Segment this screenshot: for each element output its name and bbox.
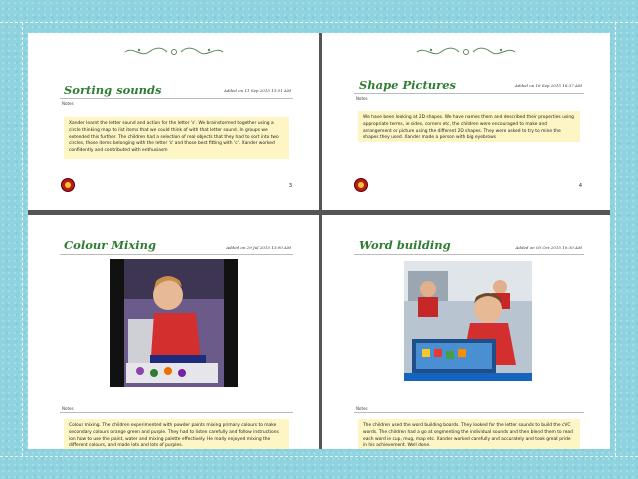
note-text: Colour mixing. The children experimented with powder paints mixing primary colours to make secondary colours orange green and purple. They had to listen carefully and follow instructions ion how to use the paint, water and mixing palette effectively. He really enjoyed mixing the different colours, and made lots and lots of purples. (64, 419, 289, 449)
divider (354, 93, 584, 94)
divider (354, 254, 584, 255)
photo-colour-mixing (110, 259, 238, 387)
ornament-divider-icon (119, 45, 229, 59)
page-number: 3 (288, 183, 292, 189)
added-date: Added on 05 Oct 2015 10:30 AM (515, 245, 582, 250)
document-sheet (28, 33, 610, 449)
page-title: Shape Pictures (359, 78, 457, 92)
divider (60, 98, 293, 99)
page-title: Colour Mixing (64, 238, 157, 252)
page-colour-mixing (28, 215, 319, 449)
activity-photo (404, 261, 532, 381)
page-sorting-sounds (28, 33, 319, 210)
stitch-border-right (615, 22, 616, 456)
added-date: Added on 11 Sep 2015 15:51 AM (224, 88, 291, 93)
added-date: Added on 29 Jul 2015 13:00 AM (226, 245, 291, 250)
divider (60, 254, 293, 255)
note-text: The children used the word building boards. They looked for the letter sounds to build the cVC words. The children had a go at segmenting the individual sounds and then blend them to read each word ie cup, mug, map etc. Xander worked carefully and accurately and took great pride in his achievement. Well done. (358, 419, 580, 449)
page-word-building (322, 215, 610, 449)
stitch-border-bottom (0, 456, 638, 457)
photo-word-building (404, 261, 532, 381)
stitch-border-left (22, 22, 23, 456)
note-text: We have been looking at 2D shapes. We have names them and described their properties using appropriate terms, ie sides, corners etc, the children were encouraged to make and arrangement or picture using the different 2D shapes. They were asked to try to mine the shapes they used. Xander made a person with big eyebrows (358, 111, 580, 142)
stitch-border-top (0, 22, 638, 23)
note-text: Xander learnt the letter sound and action for the letter 's'. We brainstormed together using a circle thinking map to list items that we could think of with that letter sound. In groups we extended this further. The children had a selection of real objects that they had to sort into two circles, those items belonging with the letter 's' and those best fitting with 'c'. Xander worked confidently and contributed with enthusiasm (64, 117, 289, 159)
divider (354, 412, 584, 413)
notes-label: Notes (356, 96, 368, 101)
divider (60, 412, 293, 413)
added-date: Added on 16 Sep 2015 16:37 AM (515, 83, 582, 88)
page-title: Word building (359, 238, 451, 252)
school-logo-icon (354, 178, 368, 192)
activity-photo (110, 259, 238, 387)
ornament-divider-icon (411, 45, 521, 59)
page-title: Sorting sounds (64, 83, 162, 97)
school-logo-icon (61, 178, 75, 192)
notes-label: Notes (356, 406, 368, 411)
notes-label: Notes (62, 406, 74, 411)
notes-label: Notes (62, 101, 74, 106)
page-number: 4 (578, 183, 582, 189)
page-shape-pictures (322, 33, 610, 210)
